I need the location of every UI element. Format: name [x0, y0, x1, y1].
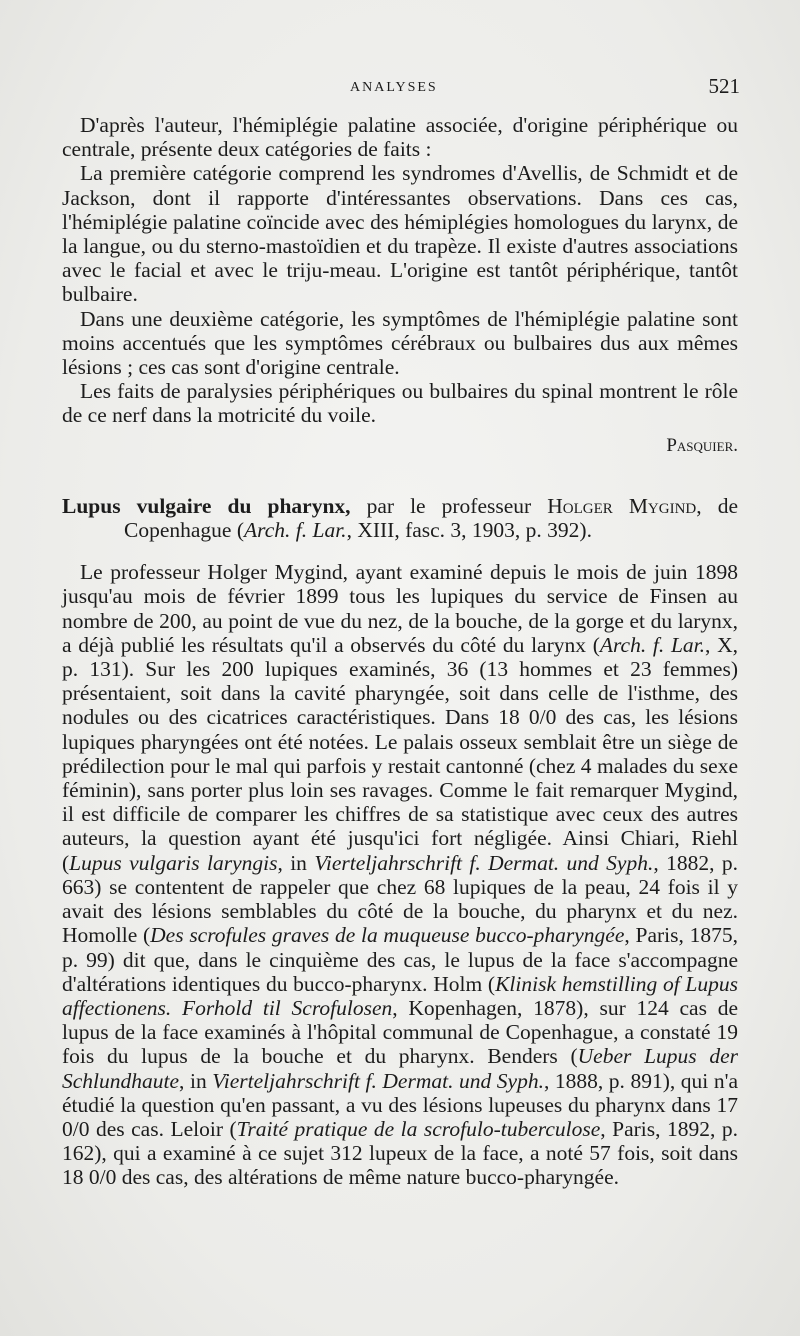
body-text: , Paris, 1892, p. 162), qui a examiné à ce sujet 312 lupeux de la face, a noté 57 fois, soit dans 18 0/0 des cas, des altérations de même nature bucco-pharyngée. — [62, 1116, 738, 1190]
running-head: ANALYSES — [350, 80, 438, 95]
article-by: par le professeur — [350, 493, 548, 518]
citation-title: Ueber Lupus der Schlundhaute — [62, 1044, 738, 1093]
body-text: , 1882, p. 663) se contentent de rappeler que chez 68 lupiques de la peau, 24 fois il y avait des lésions semblables du côté de la bouche, du pharynx et du nez. Homolle ( — [62, 850, 738, 948]
body-text: Le professeur Holger Mygind, ayant examiné depuis le mois de juin 1898 jusqu'au mois de février 1899 tous les lupiques du service de Finsen au nombre de 200, au point de vue du nez, de la bouche, de la gorge et du larynx, a déjà publié les résultats qu'il a observés du côté du larynx ( — [62, 560, 738, 657]
citation-title: Vierteljahrschrift f. Dermat. und Syph. — [212, 1068, 544, 1093]
paragraph: La première catégorie comprend les syndromes d'Avellis, de Schmidt et de Jackson, dont il rapporte d'intéressantes observations. Dans ces cas, l'hémiplégie palatine coïncide avec des hémiplégies homologues du larynx, de la langue, ou du sterno-mastoïdien et du trapèze. Il existe d'autres associations avec le facial et avec le triju-meau. L'origine est tantôt périphérique, tantôt bulbaire. — [62, 161, 738, 307]
body-text: , Paris, 1875, p. 99) dit que, dans le cinquième des cas, le lupus de la face s'accompagne d'altérations identiques du bucco-pharynx. Holm ( — [62, 923, 739, 996]
citation-title: Des scrofules graves de la muqueuse bucco-pharyngée — [150, 923, 625, 948]
article-journal: Arch. f. Lar. — [244, 518, 347, 543]
page-body — [62, 113, 738, 1190]
citation-title: Arch. f. Lar. — [599, 632, 706, 657]
body-text: , Kopenhagen, 1878), sur 124 cas de lupus de la face examinés à l'hôpital communal de Copenhague, a constaté 19 fois du lupus de la bouche et du pharynx. Benders ( — [62, 995, 738, 1069]
article-after-author: , de Copenhague ( — [124, 493, 738, 543]
article-heading — [62, 494, 738, 542]
body-text: , in — [179, 1068, 213, 1093]
article-body-paragraph — [62, 560, 738, 1189]
citation-title: Traité pratique de la scrofulo-tuberculose — [236, 1116, 601, 1141]
paragraph: D'après l'auteur, l'hémiplégie palatine associée, d'origine périphérique ou centrale, présente deux catégories de faits : — [62, 113, 738, 162]
paragraph: Dans une deuxième catégorie, les symptômes de l'hémiplégie palatine sont moins accentués que les symptômes cérébraux ou bulbaires dus aux mêmes lésions ; ces cas sont d'origine centrale. — [62, 306, 738, 380]
citation-title: Lupus vulgaris laryngis — [69, 850, 278, 875]
body-text: , X, p. 131). Sur les 200 lupiques examinés, 36 (13 hommes et 23 femmes) présentaient, soit dans la cavité pharyngée, soit dans celle de l'isthme, des nodules ou des cicatrices caractéristiques. Dans 18 0/0 des cas, les lésions lupiques pharyngées ont été notées. Le palais osseux semblait être un siège de prédilection pour le mal qui parfois y restait cantonné (chez 4 malades du sexe féminin), sans porter plus loin ses ravages. Comme le fait remarquer Mygind, il est difficile de comparer les chiffres de sa statistique avec ceux des autres auteurs, la question ayant été jusqu'ici fort négligée. Ainsi Chiari, Riehl ( — [62, 632, 738, 875]
paragraph: Les faits de paralysies périphériques ou bulbaires du spinal montrent le rôle de ce nerf dans la motricité du voile. — [62, 379, 738, 428]
body-text: , 1888, p. 891), qui n'a étudié la question qu'en passant, a vu des lésions lupeuses du pharynx dans 17 0/0 des cas. Leloir ( — [62, 1068, 738, 1141]
citation-title: Klinisk hemstilling of Lupus affectionens. Forhold til Scrofulosen — [62, 971, 738, 1020]
page-number: 521 — [708, 74, 740, 98]
author-signature: Pasquier. — [666, 434, 738, 456]
article-title: Lupus vulgaire du pharynx, — [62, 493, 351, 518]
page-header — [62, 74, 740, 104]
article-author: Holger Mygind — [547, 493, 697, 518]
body-text: , in — [277, 850, 315, 875]
article-citation: , XIII, fasc. 3, 1903, p. 392). — [346, 518, 592, 543]
citation-title: Vierteljahrschrift f. Dermat. und Syph. — [314, 850, 654, 875]
